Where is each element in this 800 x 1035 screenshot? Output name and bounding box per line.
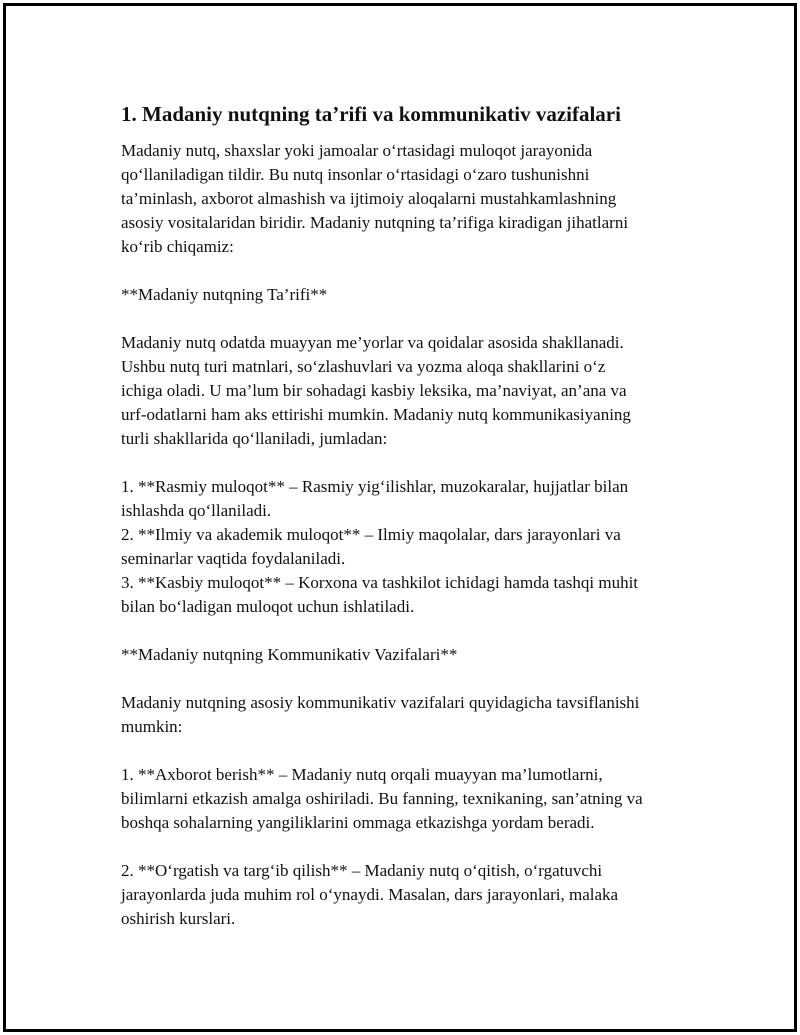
- list-item-line: 2. **Ilmiy va akademik muloqot** – Ilmiy maqolalar, dars jarayonlari va: [121, 525, 621, 544]
- paragraph-definition: [121, 331, 696, 451]
- list-item-line: jarayonlarda juda muhim rol o‘ynaydi. Masalan, dars jarayonlari, malaka: [121, 885, 619, 904]
- text-line: Madaniy nutqning asosiy kommunikativ vazifalari quyidagicha tavsiflanishi: [121, 693, 640, 712]
- text-line: mumkin:: [121, 717, 183, 736]
- list-item-axborot-berish: [121, 763, 696, 835]
- paragraph-functions-intro: [121, 691, 696, 739]
- text-line: ichiga oladi. U ma’lum bir sohadagi kasbiy leksika, ma’naviyat, an’ana va: [121, 381, 627, 400]
- list-item-line: boshqa sohalarning yangiliklarini ommaga etkazishga yordam beradi.: [121, 813, 595, 832]
- list-item-orgatish: [121, 859, 696, 931]
- list-item-line: 1. **Rasmiy muloqot** – Rasmiy yig‘ilishlar, muzokaralar, hujjatlar bilan: [121, 477, 629, 496]
- section-title-vazifalari: [121, 643, 696, 667]
- list-item-line: bilimlarni etkazish amalga oshiriladi. Bu fanning, texnikaning, san’atning va: [121, 789, 643, 808]
- document-body: [121, 101, 696, 955]
- text-line: ko‘rib chiqamiz:: [121, 237, 234, 256]
- page-frame: [3, 3, 797, 1032]
- section-title-tarifi: [121, 283, 696, 307]
- text-line: urf-odatlarni ham aks ettirishi mumkin. Madaniy nutq kommunikasiyaning: [121, 405, 631, 424]
- list-item-line: oshirish kurslari.: [121, 909, 236, 928]
- list-item-line: ishlashda qo‘llaniladi.: [121, 501, 272, 520]
- text-line: asosiy vositalaridan biridir. Madaniy nutqning ta’rifiga kiradigan jihatlarni: [121, 213, 629, 232]
- text-line: ta’minlash, axborot almashish va ijtimoiy aloqalarni mustahkamlashning: [121, 189, 617, 208]
- text-line: **Madaniy nutqning Ta’rifi**: [121, 285, 328, 304]
- list-communication-types: [121, 475, 696, 619]
- text-line: **Madaniy nutqning Kommunikativ Vazifalari**: [121, 645, 458, 664]
- list-item-line: 2. **O‘rgatish va targ‘ib qilish** – Madaniy nutq o‘qitish, o‘rgatuvchi: [121, 861, 603, 880]
- paragraph-intro: [121, 139, 696, 259]
- text-line: turli shakllarida qo‘llaniladi, jumladan:: [121, 429, 388, 448]
- document-heading: 1. Madaniy nutqning ta’rifi va kommunikativ vazifalari: [121, 102, 621, 126]
- list-item-line: seminarlar vaqtida foydalaniladi.: [121, 549, 346, 568]
- text-line: qo‘llaniladigan tildir. Bu nutq insonlar o‘rtasidagi o‘zaro tushunishni: [121, 165, 590, 184]
- list-item-line: bilan bo‘ladigan muloqot uchun ishlatiladi.: [121, 597, 415, 616]
- list-item-line: 1. **Axborot berish** – Madaniy nutq orqali muayyan ma’lumotlarni,: [121, 765, 603, 784]
- list-item-line: 3. **Kasbiy muloqot** – Korxona va tashkilot ichidagi hamda tashqi muhit: [121, 573, 639, 592]
- text-line: Ushbu nutq turi matnlari, so‘zlashuvlari va yozma aloqa shakllarini o‘z: [121, 357, 606, 376]
- text-line: Madaniy nutq odatda muayyan me’yorlar va qoidalar asosida shakllanadi.: [121, 333, 624, 352]
- text-line: Madaniy nutq, shaxslar yoki jamoalar o‘rtasidagi muloqot jarayonida: [121, 141, 593, 160]
